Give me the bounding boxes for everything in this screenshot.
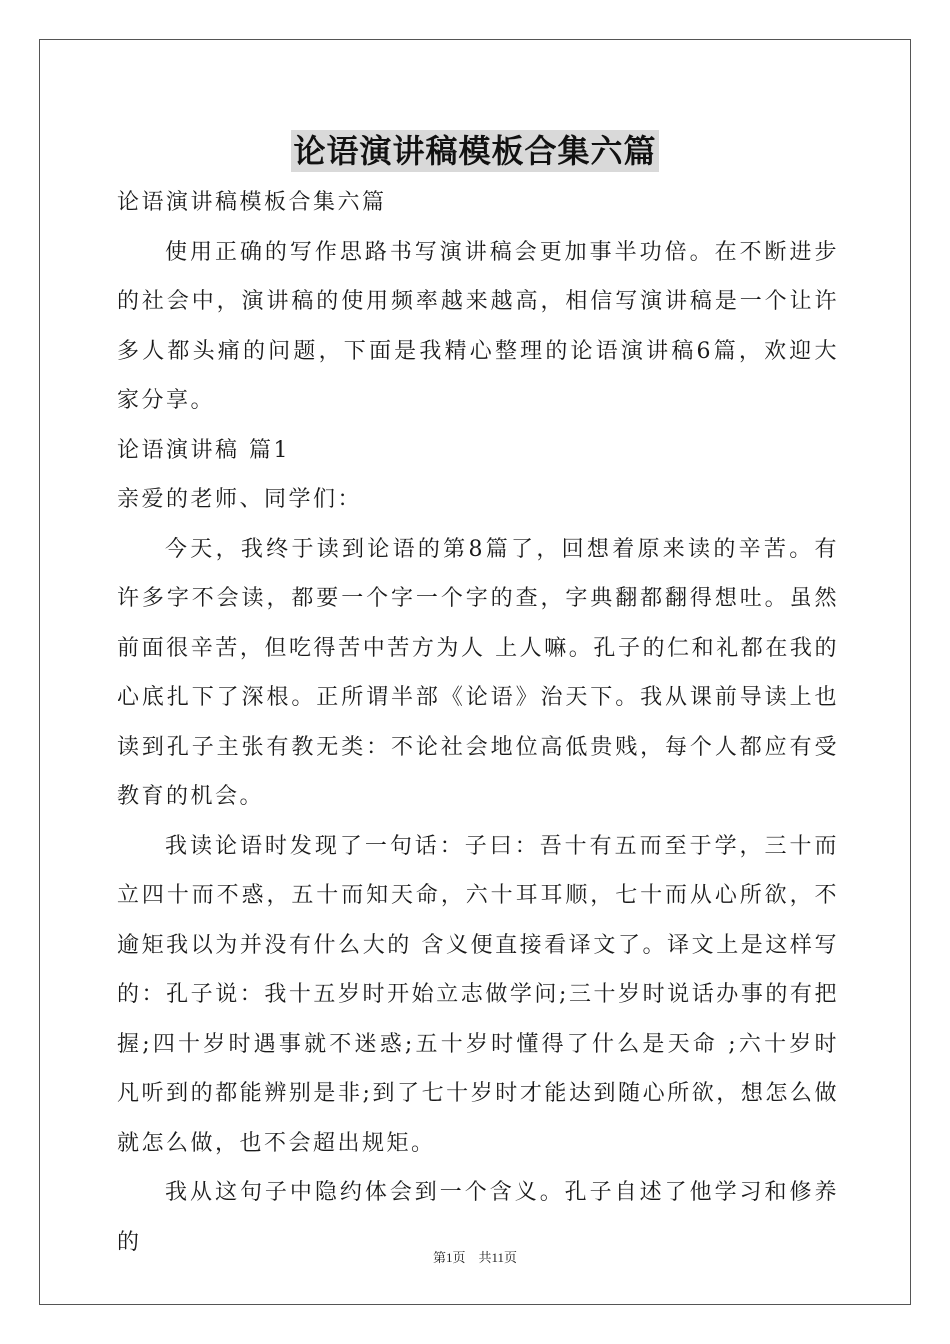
body-paragraph: 使用正确的写作思路书写演讲稿会更加事半功倍。在不断进步的社会中，演讲稿的使用频率越来越高，相信写演讲稿是一个让许多人都头痛的问题，下面是我精心整理的论语演讲稿6篇，欢迎大家分享。 [117,239,839,413]
salutation: 亲爱的老师、同学们： [117,487,363,512]
document-title-text: 论语演讲稿模板合集六篇 [293,132,657,170]
body-paragraph: 我读论语时发现了一句话：子曰：吾十有五而至于学，三十而立四十而不惑，五十而知天命，六十耳耳顺，七十而从心所欲，不逾矩我以为并没有什么大的 含义便直接看译文了。译文上是这样写的：孔子说：我十五岁时开始立志做学问;三十岁时说话办事的有把握;四十岁时遇事就不迷惑;五十岁时懂得了什么是天命 ;六十岁时凡听到的都能辨别是非;到了七十岁时才能达到随心所欲，想怎么做就怎么做，也不会超出规矩。 [117,833,839,1156]
document-title [0,130,950,172]
section-heading: 论语演讲稿 篇1 [117,437,290,463]
page-number-label: 第1页 共11页 [432,1250,518,1265]
page-footer [0,1247,950,1266]
body-paragraph: 今天，我终于读到论语的第8篇了，回想着原来读的辛苦。有许多字不会读，都要一个字一个字的查，字典翻都翻得想吐。虽然前面很辛苦，但吃得苦中苦方为人 上人嘛。孔子的仁和礼都在我的心底扎下了深根。正所谓半部《论语》治天下。我从课前导读上也读到孔子主张有教无类：不论社会地位高低贵贱，每个人都应有受 教育的机会。 [117,536,839,809]
body-paragraph: 论语演讲稿模板合集六篇 [117,190,387,215]
document-body [117,178,839,1267]
body-paragraph: 我从这句子中隐约体会到一个含义。孔子自述了他学习和修养的 [117,1180,839,1255]
